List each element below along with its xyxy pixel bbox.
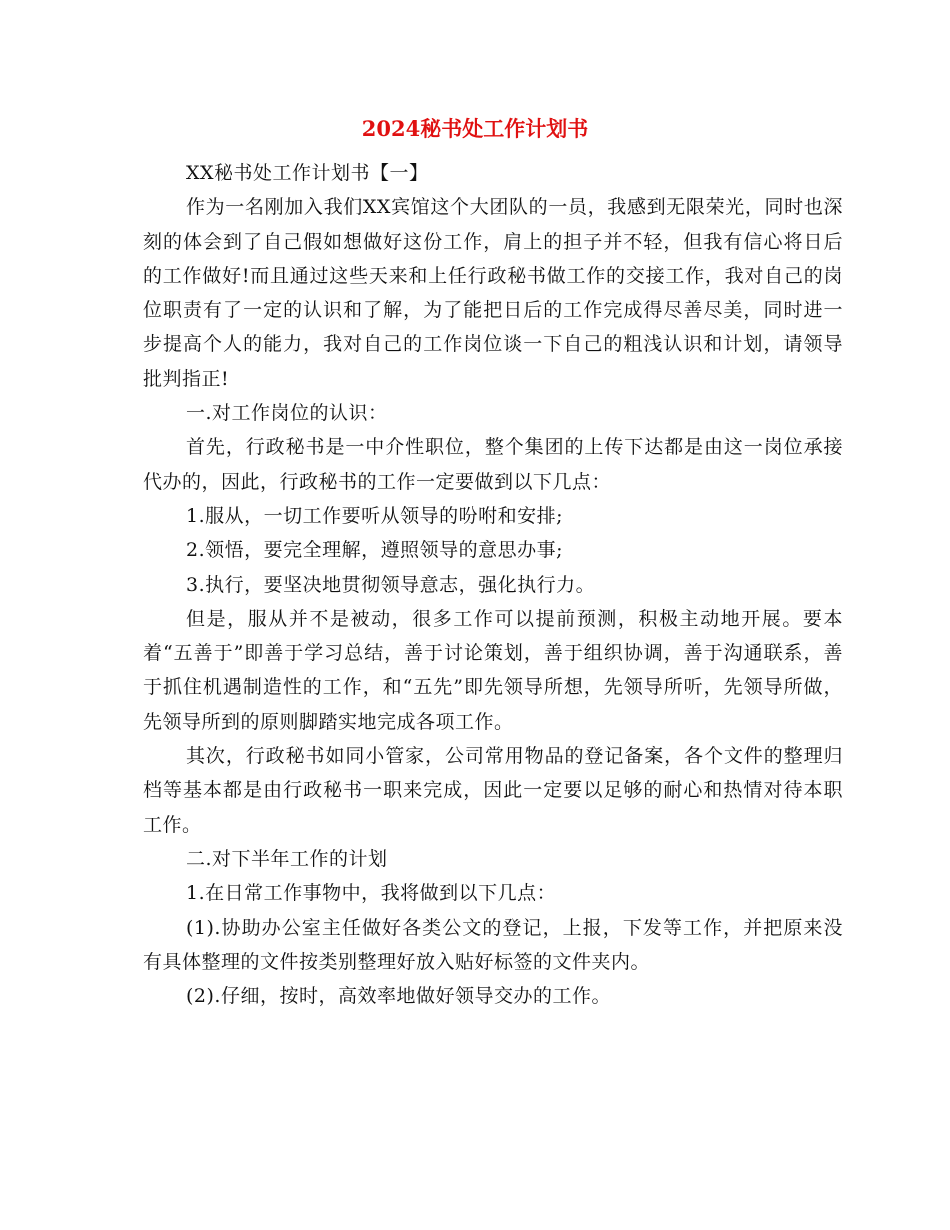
list-item-execute: 3.执行，要坚决地贯彻领导意志，强化执行力。: [186, 573, 596, 596]
section-heading-one: XX秘书处工作计划书【一】: [186, 162, 429, 184]
paragraph-initiative: 但是，服从并不是被动，很多工作可以提前预测，积极主动地开展。要本着“五善于”即善于学习总结，善于讨论策划，善于组织协调，善于沟通联系，善于抓住机遇制造性的工作，和“五先”即先领导所想，先领导所听，先领导所做，先领导所到的原则脚踏实地完成各项工作。: [143, 607, 843, 733]
paragraph-first: 首先，行政秘书是一中介性职位，整个集团的上传下达都是由这一岗位承接代办的，因此，行政秘书的工作一定要做到以下几点：: [143, 436, 843, 493]
list-item-understand: 2.领悟，要完全理解，遵照领导的意思办事;: [186, 539, 564, 562]
document-body: [143, 156, 843, 1013]
intro-paragraph: 作为一名刚加入我们XX宾馆这个大团队的一员，我感到无限荣光，同时也深刻的体会到了自己假如想做好这份工作，肩上的担子并不轻，但我有信心将日后的工作做好!而且通过这些天来和上任行政秘书做工作的交接工作，我对自己的岗位职责有了一定的认识和了解，为了能把日后的工作完成得尽善尽美，同时进一步提高个人的能力，我对自己的工作岗位谈一下自己的粗浅认识和计划，请领导批判指正!: [143, 196, 843, 390]
section-heading-plan: 二.对下半年工作的计划: [186, 847, 388, 870]
plan-item-daily: 1.在日常工作事物中，我将做到以下几点：: [186, 882, 557, 905]
plan-subitem-documents: (1).协助办公室主任做好各类公文的登记，上报，下发等工作，并把原来没有具体整理的文件按类别整理好放入贴好标签的文件夹内。: [143, 916, 843, 973]
paragraph-second: 其次，行政秘书如同小管家，公司常用物品的登记备案，各个文件的整理归档等基本都是由行政秘书一职来完成，因此一定要以足够的耐心和热情对待本职工作。: [143, 745, 843, 836]
plan-subitem-tasks: (2).仔细，按时，高效率地做好领导交办的工作。: [186, 985, 611, 1008]
document-title: 2024秘书处工作计划书: [361, 116, 589, 141]
list-item-obey: 1.服从，一切工作要听从领导的吩咐和安排;: [186, 504, 564, 527]
section-heading-role: 一.对工作岗位的认识：: [186, 402, 388, 425]
